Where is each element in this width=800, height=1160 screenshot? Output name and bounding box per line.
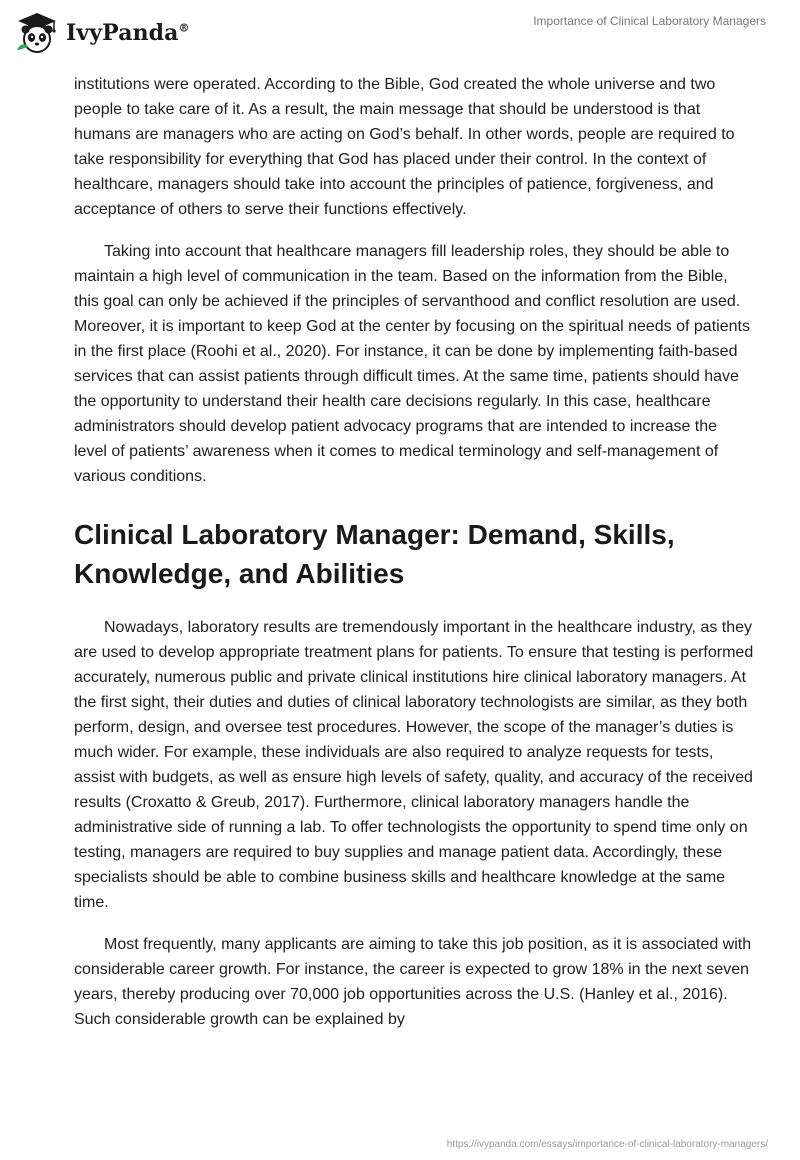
section-heading: Clinical Laboratory Manager: Demand, Skills, Knowledge, and Abilities [74, 519, 675, 589]
panda-graduate-icon [14, 10, 60, 56]
registered-mark: ® [178, 21, 190, 35]
brand-name: IvyPanda® [66, 20, 190, 46]
document-title: Importance of Clinical Laboratory Managers [533, 14, 766, 28]
paragraph-lab-results: Nowadays, laboratory results are tremendously important in the healthcare industry, as they are used to develop appropriate treatment plans for patients. To ensure that testing is performed accurately, numerous public and private clinical institutions hire clinical laboratory managers. At the first sight, their duties and duties of clinical laboratory technologists are similar, as they both perform, design, and oversee test procedures. However, the scope of the manager’s duties is much wider. For example, these individuals are also required to analyze requests for tests, assist with budgets, as well as ensure high levels of safety, quality, and accuracy of the received results (Croxatto & Greub, 2017). Furthermore, clinical laboratory managers handle the administrative side of running a lab. To offer technologists the opportunity to spend time only on testing, managers are required to buy supplies and manage patient data. Accordingly, these specialists should be able to combine business skills and healthcare knowledge at the same time. [74, 619, 754, 911]
paragraph-continuation: institutions were operated. According to the Bible, God created the whole universe and two people to take care of it. As a result, the main message that should be understood is that humans are managers who are acting on God’s behalf. In other words, people are required to take responsibility for everything that God has placed under their control. In the context of healthcare, managers should take into account the principles of patience, forgiveness, and acceptance of others to serve their functions effectively. [74, 76, 735, 218]
page-header [0, 0, 800, 70]
essay-content [74, 72, 754, 1049]
paragraph-leadership: Taking into account that healthcare managers fill leadership roles, they should be able to maintain a high level of communication in the team. Based on the information from the Bible, this goal can only be achieved if the principles of servanthood and conflict resolution are used. Moreover, it is important to keep God at the center by focusing on the spiritual needs of patients in the first place (Roohi et al., 2020). For instance, it can be done by implementing faith-based services that can assist patients through difficult times. At the same time, patients should have the opportunity to understand their health care decisions regularly. In this case, healthcare administrators should develop patient advocacy programs that are intended to increase the level of patients’ awareness when it comes to medical terminology and self-management of various conditions. [74, 243, 750, 485]
brand-logo[interactable] [14, 10, 190, 56]
source-url[interactable]: https://ivypanda.com/essays/importance-of-clinical-laboratory-managers/ [446, 1139, 768, 1150]
paragraph-career-growth: Most frequently, many applicants are aiming to take this job position, as it is associated with considerable career growth. For instance, the career is expected to grow 18% in the next seven years, thereby producing over 70,000 job opportunities across the U.S. (Hanley et al., 2016). Such considerable growth can be explained by [74, 936, 752, 1028]
